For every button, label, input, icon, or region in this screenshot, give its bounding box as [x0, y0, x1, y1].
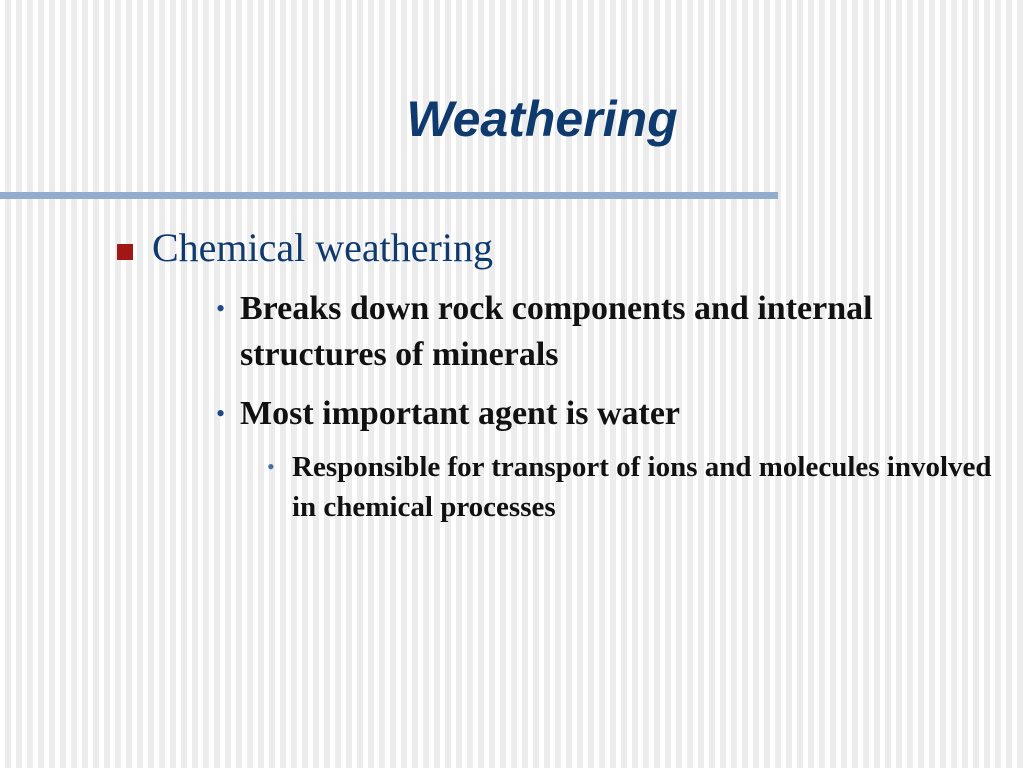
dot-bullet-icon: •	[267, 454, 275, 479]
dot-bullet-icon: •	[216, 399, 226, 428]
square-bullet-icon	[117, 244, 133, 260]
sub-sub-bullet-text: Responsible for transport of ions and molecules involved in chemical processes	[292, 451, 992, 523]
dot-bullet-icon: •	[216, 294, 226, 323]
title-divider	[0, 192, 778, 199]
sub-bullet-text: Breaks down rock components and internal structures of minerals	[240, 290, 873, 373]
sub-bullet-water	[216, 391, 1006, 437]
sub-sub-bullet-transport	[267, 447, 997, 527]
sub-bullet-breaks-down	[216, 286, 1006, 378]
sub-bullet-text: Most important agent is water	[240, 395, 681, 432]
bullet-chemical-weathering: Chemical weathering	[152, 225, 493, 270]
slide-title: Weathering	[406, 91, 678, 147]
